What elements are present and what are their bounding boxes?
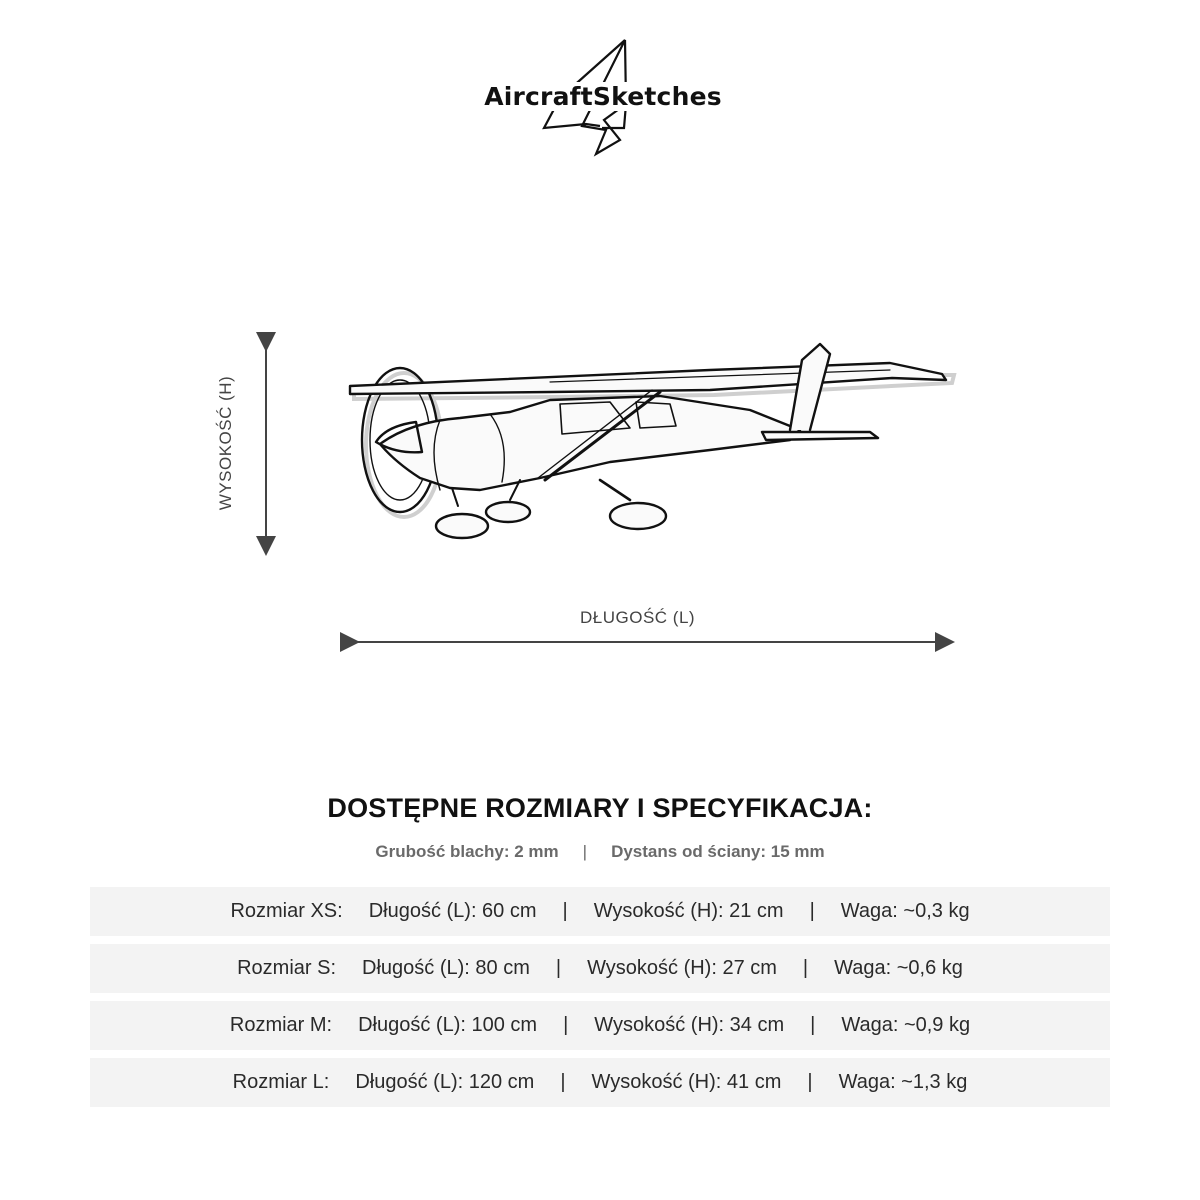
size-height: Wysokość (H): 34 cm bbox=[594, 1014, 785, 1036]
separator: | bbox=[810, 1014, 816, 1036]
size-name: Rozmiar M: bbox=[229, 1014, 333, 1036]
size-length: Długość (L): 120 cm bbox=[355, 1071, 535, 1093]
size-row-m bbox=[90, 1001, 1110, 1050]
size-height: Wysokość (H): 41 cm bbox=[591, 1071, 782, 1093]
size-table bbox=[90, 887, 1110, 1115]
separator: | bbox=[802, 957, 809, 979]
size-weight: Waga: ~0,3 kg bbox=[840, 900, 970, 922]
separator: | bbox=[555, 957, 562, 979]
spec-subtitle bbox=[0, 842, 1200, 862]
aircraft-outline bbox=[350, 344, 946, 538]
brand-logo bbox=[470, 36, 730, 160]
size-name: Rozmiar XS: bbox=[230, 900, 343, 922]
wall-distance: Dystans od ściany: 15 mm bbox=[611, 842, 825, 861]
spec-title: DOSTĘPNE ROZMIARY I SPECYFIKACJA: bbox=[327, 793, 873, 823]
separator: | bbox=[582, 842, 588, 861]
separator: | bbox=[809, 900, 815, 922]
size-row-s bbox=[90, 944, 1110, 993]
separator: | bbox=[563, 1014, 569, 1036]
aircraft-dimension-figure bbox=[190, 330, 970, 660]
separator: | bbox=[807, 1071, 813, 1093]
size-row-xs bbox=[90, 887, 1110, 936]
separator: | bbox=[562, 900, 568, 922]
size-weight: Waga: ~0,6 kg bbox=[834, 957, 963, 979]
size-length: Długość (L): 100 cm bbox=[358, 1014, 538, 1036]
size-height: Wysokość (H): 27 cm bbox=[587, 957, 777, 979]
height-label: WYSOKOŚĆ (H) bbox=[216, 375, 235, 511]
size-weight: Waga: ~0,9 kg bbox=[841, 1014, 971, 1036]
size-weight: Waga: ~1,3 kg bbox=[838, 1071, 968, 1093]
separator: | bbox=[560, 1071, 566, 1093]
length-label: DŁUGOŚĆ (L) bbox=[580, 608, 696, 627]
size-length: Długość (L): 60 cm bbox=[368, 900, 537, 922]
size-length: Długość (L): 80 cm bbox=[362, 957, 530, 979]
size-name: Rozmiar L: bbox=[232, 1071, 330, 1093]
sheet-thickness: Grubość blachy: 2 mm bbox=[375, 842, 559, 861]
size-height: Wysokość (H): 21 cm bbox=[593, 900, 784, 922]
brand-name: AircraftSketches bbox=[484, 82, 722, 111]
size-row-l bbox=[90, 1058, 1110, 1107]
size-name: Rozmiar S: bbox=[237, 957, 337, 979]
